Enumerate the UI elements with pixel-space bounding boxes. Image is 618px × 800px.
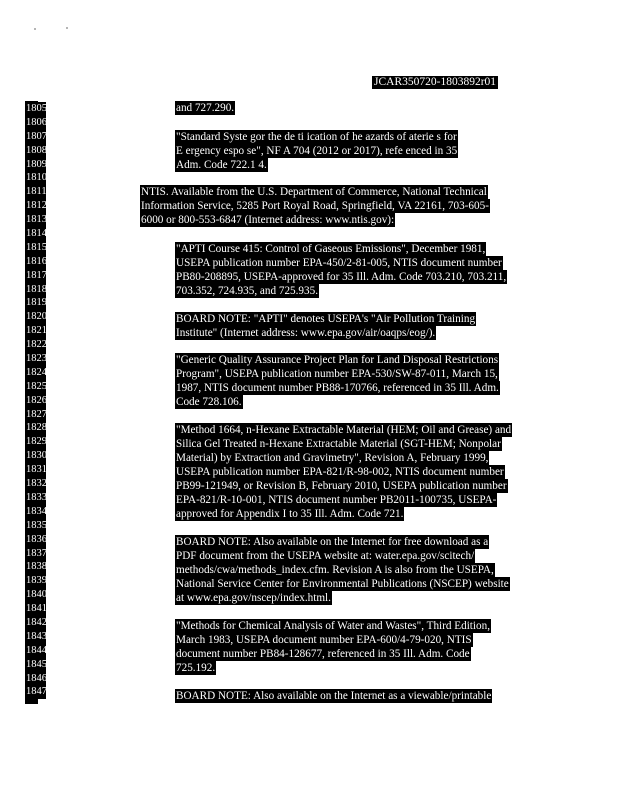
text-line: E ergency espo se", NF A 704 (2012 or 2017), refe enced in 35 — [176, 145, 458, 157]
scan-speck — [34, 28, 36, 30]
line-number: 1827 — [26, 408, 47, 420]
line-number: 1813 — [26, 214, 47, 226]
line-number: 1826 — [26, 394, 47, 406]
text-line: EPA-821/R-10-001, NTIS document number PB2011-100735, USEPA- — [176, 494, 497, 506]
line-number: 1817 — [26, 269, 47, 281]
text-line: 6000 or 800-553-6847 (Internet address: www.ntis.gov): — [141, 214, 395, 226]
text-line: 1987, NTIS document number PB88-170766, referenced in 35 Ill. Adm. — [176, 382, 499, 394]
line-number: 1839 — [26, 575, 47, 587]
line-number: 1807 — [26, 130, 47, 142]
line-number: 1825 — [26, 380, 47, 392]
text-line: Institute" (Internet address: www.epa.gov/air/oaqps/eog/). — [176, 327, 436, 339]
text-line: "Methods for Chemical Analysis of Water and Wastes", Third Edition, — [176, 620, 491, 632]
text-line: 703.352, 724.935, and 725.935. — [176, 285, 319, 297]
text-line: NTIS. Available from the U.S. Department of Commerce, National Technical — [141, 186, 487, 198]
text-line: Material) by Extraction and Gravimetry", Revision A, February 1999, — [176, 452, 489, 464]
text-line: "Generic Quality Assurance Project Plan for Land Disposal Restrictions — [176, 354, 499, 366]
line-number: 1819 — [26, 297, 47, 309]
text-line: PB80-208895, USEPA-approved for 35 Ill. Adm. Code 703.210, 703.211, — [176, 271, 507, 283]
line-number: 1835 — [26, 519, 47, 531]
line-number: 1829 — [26, 436, 47, 448]
text-line: Silica Gel Treated n-Hexane Extractable Material (SGT-HEM; Nonpolar — [176, 438, 501, 450]
text-line: USEPA publication number EPA-450/2-81-005, NTIS document number — [176, 257, 502, 269]
text-line: at www.epa.gov/nscep/index.html. — [176, 592, 331, 604]
line-number: 1823 — [26, 353, 47, 365]
line-number: 1815 — [26, 241, 47, 253]
line-number: 1805 — [26, 103, 47, 114]
line-number: 1844 — [26, 644, 47, 656]
line-number: 1824 — [26, 366, 47, 378]
text-line: BOARD NOTE: "APTI" denotes USEPA's "Air Pollution Training — [176, 313, 476, 325]
text-line: BOARD NOTE: Also available on the Internet for free download as a — [176, 536, 489, 548]
line-number: 1847 — [26, 686, 47, 698]
line-number: 1846 — [26, 672, 47, 684]
line-number: 1816 — [26, 255, 47, 267]
line-number: 1841 — [26, 603, 47, 615]
text-line: USEPA publication number EPA-821/R-98-002, NTIS document number — [176, 466, 504, 478]
text-line: 725.192. — [176, 662, 216, 674]
line-number: 1840 — [26, 589, 47, 601]
line-number: 1832 — [26, 478, 47, 490]
line-number: 1814 — [26, 228, 47, 240]
document-code: JCAR350720-1803892r01 — [374, 76, 497, 88]
line-number: 1808 — [26, 144, 47, 156]
text-line: Code 728.106. — [176, 396, 242, 408]
text-line: and 727.290. — [176, 102, 235, 114]
line-number: 1842 — [26, 616, 47, 628]
line-number: 1833 — [26, 491, 47, 503]
line-number: 1837 — [26, 547, 47, 559]
line-number: 1810 — [26, 172, 47, 184]
line-number: 1830 — [26, 450, 47, 462]
text-line: approved for Appendix I to 35 Ill. Adm. Code 721. — [176, 508, 404, 520]
line-number: 1822 — [26, 339, 47, 351]
line-number: 1828 — [26, 422, 47, 434]
line-number: 1811 — [26, 186, 47, 198]
text-line: "Standard Syste gor the de ti ication of he azards of aterie s for — [176, 131, 457, 143]
text-line: methods/cwa/methods_index.cfm. Revision A is also from the USEPA, — [176, 564, 494, 576]
line-number: 1843 — [26, 630, 47, 642]
text-line: National Service Center for Environmental Publications (NSCEP) website — [176, 578, 509, 590]
text-line: Program", USEPA publication number EPA-530/SW-87-011, March 15, — [176, 368, 498, 380]
text-line: Adm. Code 722.1 4. — [176, 159, 267, 171]
line-number: 1821 — [26, 325, 47, 337]
text-line: BOARD NOTE: Also available on the Internet as a viewable/printable — [176, 690, 492, 702]
text-line: March 1983, USEPA document number EPA-600/4-79-020, NTIS — [176, 634, 472, 646]
text-line: PB99-121949, or Revision B, February 2010, USEPA publication number — [176, 480, 507, 492]
text-line: "Method 1664, n-Hexane Extractable Material (HEM; Oil and Grease) and — [176, 424, 512, 436]
line-number: 1818 — [26, 283, 47, 295]
line-number: 1806 — [26, 116, 47, 128]
scan-speck — [66, 27, 68, 29]
text-line: Information Service, 5285 Port Royal Road, Springfield, VA 22161, 703-605- — [141, 200, 489, 212]
line-number: 1809 — [26, 158, 47, 170]
line-number-list — [25, 102, 47, 699]
line-number: 1834 — [26, 505, 47, 517]
text-line: "APTI Course 415: Control of Gaseous Emissions", December 1981, — [176, 243, 486, 255]
line-number: 1836 — [26, 533, 47, 545]
scan-specks — [30, 22, 90, 34]
line-number: 1838 — [26, 561, 47, 573]
text-line: document number PB84-128677, referenced in 35 Ill. Adm. Code — [176, 648, 470, 660]
line-number: 1812 — [26, 200, 47, 212]
line-number: 1820 — [26, 311, 47, 323]
line-number: 1845 — [26, 658, 47, 670]
line-number: 1831 — [26, 464, 47, 476]
text-line: PDF document from the USEPA website at: water.epa.gov/scitech/ — [176, 550, 475, 562]
